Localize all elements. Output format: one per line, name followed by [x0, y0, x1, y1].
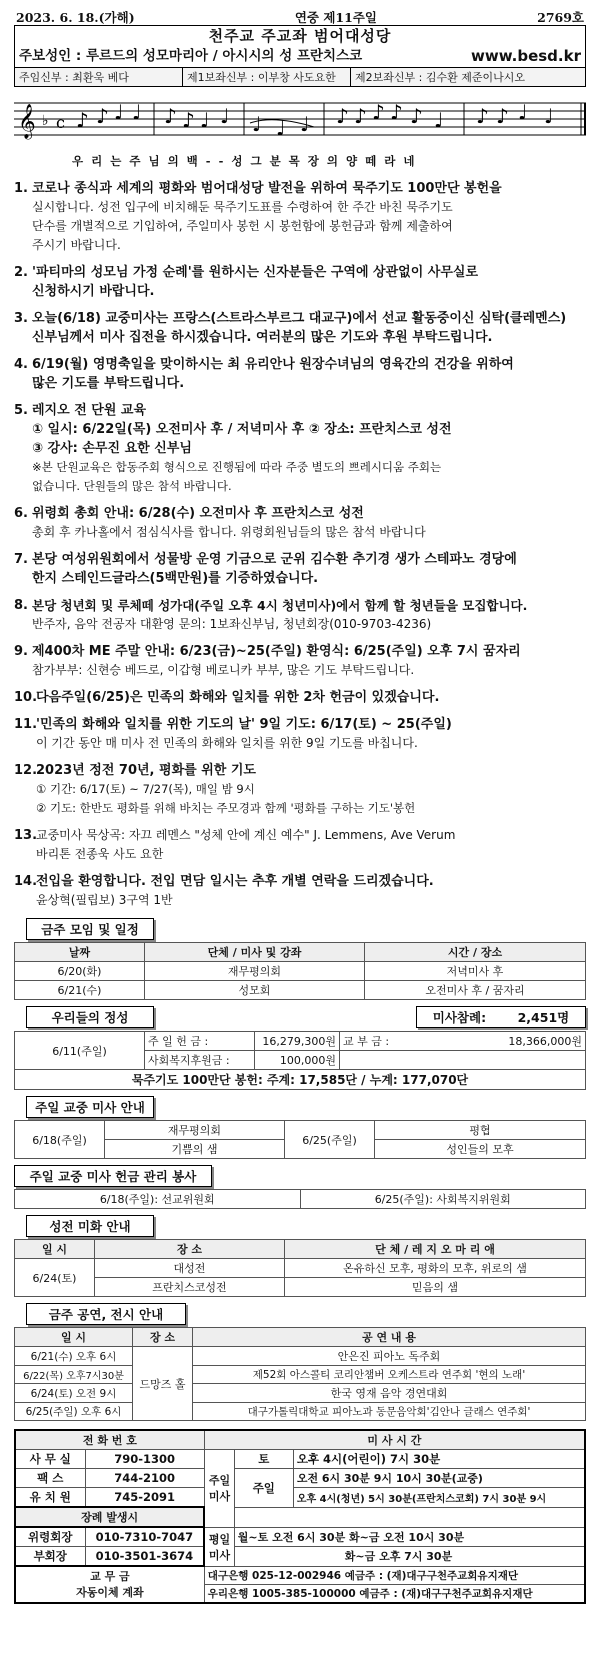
concerts-section — [14, 1303, 586, 1421]
svg-text:♪: ♪ — [372, 100, 385, 124]
week-schedule-table: 날짜 단체 / 미사 및 강좌 시간 / 장소 6/20(화) 재무평의회 저녁미사 후 6/21(수) 성모회 오전미사 후 / 꿈자리 — [14, 942, 586, 1000]
mass-info-title: 주일 교중 미사 안내 — [26, 1096, 154, 1118]
mass-info-table: 6/18(주일) 재무평의회 6/25(주일) 평협 기쁨의 샘 성인들의 모후 — [14, 1120, 586, 1159]
svg-text:𝄞: 𝄞 — [18, 104, 36, 139]
svg-text:♩: ♩ — [300, 112, 310, 136]
notice-4: 4. 6/19(월) 영명축일을 맞이하시는 최 유리안나 원장수녀님의 영육간의 건강을 위하여 많은 기도를 부탁드립니다. — [14, 357, 514, 391]
notice-1: 1. 코로나 종식과 세계의 평화와 범어대성당 발전을 위하여 묵주기도 100만단 봉헌을 실시합니다. 성전 입구에 비치해둔 묵주기도표를 수령하여 한 주간 바친 묵주기도 단수를 개별적으로 기입하여, 주일미사 봉헌 시 봉헌함에 봉헌금과 함께 제출하여 주시기 바랍니다. — [14, 181, 502, 252]
header-box — [14, 26, 586, 87]
week-schedule-section — [14, 918, 586, 1000]
collection-section — [14, 1165, 586, 1209]
week-schedule-title: 금주 모임 및 일정 — [26, 918, 154, 940]
notice-12: 12. 2023년 정전 70년, 평화를 위한 기도 ① 기간: 6/17(토) ~ 7/27(목), 매일 밤 9시 ② 기도: 한반도 평화를 위해 바치는 주모경과 함께 '평화를 구하는 기도'봉헌 — [14, 763, 416, 815]
svg-text:♩: ♩ — [252, 112, 262, 136]
svg-text:♪: ♪ — [476, 104, 489, 128]
top-bar — [14, 6, 586, 26]
svg-text:c: c — [56, 113, 65, 132]
contacts-section — [14, 1429, 586, 1604]
table-row: 6/21(수) 오후 6시 드망즈 홀 안은진 피아노 독주회 — [15, 1347, 586, 1366]
cleaning-section — [14, 1215, 586, 1297]
table-row: 6/20(화) 재무평의회 저녁미사 후 — [15, 962, 586, 981]
svg-text:♩: ♩ — [518, 100, 528, 124]
svg-text:♪: ♪ — [182, 108, 195, 132]
table-row: 프란치스코성전 믿음의 샘 — [15, 1278, 586, 1297]
svg-text:♪: ♪ — [410, 104, 423, 128]
table-row: 6/24(토) 오전 9시 한국 영재 음악 경연대회 — [15, 1384, 586, 1403]
svg-text:♪: ♪ — [496, 104, 509, 128]
issue-number: 2769호 — [537, 10, 584, 25]
assistant-priest-1: 제1보좌신부 : 이부창 사도요한 — [183, 68, 351, 86]
patron-line — [15, 46, 585, 67]
rosary-count: 묵주기도 100만단 봉헌: 주계: 17,585단 / 누계: 177,070단 — [15, 1070, 586, 1090]
music-staff — [14, 89, 586, 153]
svg-text:♩: ♩ — [132, 100, 142, 124]
cleaning-table: 일 시 장 소 단 체 / 레 지 오 마 리 애 6/24(토) 대성전 온유하신 모후, 평화의 모후, 위로의 샘 프란치스코성전 믿음의 샘 — [14, 1239, 586, 1297]
concerts-title: 금주 공연, 전시 안내 — [26, 1303, 186, 1325]
svg-text:♪: ♪ — [96, 104, 109, 128]
attendance-badge: 미사참례: 2,451명 — [416, 1006, 586, 1028]
notice-13: 13. 교중미사 묵상곡: 자끄 레멘스 "성체 안에 계신 예수" J. Lemmens, Ave Verum 바리톤 전종욱 사도 요한 — [14, 828, 456, 861]
svg-text:♩: ♩ — [200, 108, 210, 132]
notice-2: 2. '파티마의 성모님 가정 순례'를 원하시는 신자분들은 구역에 상관없이 사무실로 신청하시기 바랍니다. — [14, 265, 479, 299]
patron-saints: 주보성인 : 루르드의 성모마리아 / 아시시의 성 프란치스코 — [19, 48, 363, 64]
liturgical-week: 연중 제11주일 — [294, 10, 377, 25]
bulletin-page — [14, 6, 586, 1604]
svg-text:♪: ♪ — [390, 100, 403, 124]
collection-title: 주일 교중 미사 헌금 관리 봉사 — [14, 1165, 212, 1187]
contacts-table: 전 화 번 호 미 사 시 간 사 무 실 790-1300 주일 미사 토 오후 4시(어린이) 7시 30분 팩 스 744-2100 주일 오전 6시 30분 9시 10시 30분(교중) 유 치 원 745-2091 오후 4시(청년) 5시 30분(프란치스코회) 7시 30분 9시 장례 발생시 위령회장 010-7310-7047 평일 미사 월~토 오전 6시 30분 화~금 오전 10시 30분 부회장 010-3501-3674 화~금 오후 7시 30분 교 무 금 자동이체 계좌 대구은행 025-12-002946 예금주 : (재)대구구천주교회유지재단 우리은행 1005-385-100000 예금주 : (재)대구구천주교회유지재단 — [14, 1429, 586, 1604]
issue-date: 2023. 6. 18.(가해) — [16, 10, 135, 25]
svg-text:♪: ♪ — [336, 104, 349, 128]
svg-text:♩: ♩ — [276, 116, 286, 140]
notice-10: 10. 다음주일(6/25)은 민족의 화해와 일치를 위한 2차 헌금이 있겠습니다. — [14, 690, 440, 705]
notice-5: 5. 레지오 전 단원 교육 ① 일시: 6/22일(목) 오전미사 후 / 저녁미사 후 ② 장소: 프란치스코 성전 ③ 강사: 손무진 요한 신부님 ※본 단원교육은 합동주회 형식으로 진행됨에 따라 주중 별도의 쁘레시디움 주회는 없습니다. 단원들의 많은 참석 바랍니다. — [14, 403, 452, 493]
mass-info-section — [14, 1096, 586, 1159]
offering-title: 우리들의 정성 — [26, 1006, 154, 1028]
notices-list — [14, 179, 586, 910]
svg-text:♩: ♩ — [114, 100, 124, 124]
website-link[interactable]: www.besd.kr — [471, 47, 581, 65]
notice-9: 9. 제400차 ME 주말 안내: 6/23(금)~25(주일) 환영식: 6/25(주일) 오후 7시 꿈자리 참가부부: 신현승 베드로, 이갑형 베로니카 부부, 많은 기도 부탁드립니다. — [14, 644, 521, 677]
svg-text:♩: ♩ — [544, 104, 554, 128]
svg-text:♩: ♩ — [434, 108, 444, 132]
church-title: 천주교 주교좌 범어대성당 — [208, 27, 392, 45]
table-row: 6/24(토) 대성전 온유하신 모후, 평화의 모후, 위로의 샘 — [15, 1259, 586, 1278]
cleaning-title: 성전 미화 안내 — [26, 1215, 154, 1237]
song-lyrics: 우 리 는 주 님 의 백 - - 성 그 분 목 장 의 양 떼 라 네 — [72, 154, 417, 168]
svg-text:♪: ♪ — [164, 104, 177, 128]
notice-8: 8. 본당 청년회 및 루체떼 성가대(주일 오후 4시 청년미사)에서 함께 할 청년들을 모집합니다. 반주자, 음악 전공자 대환영 문의: 1보좌신부님, 청년회장(010-9703-4236) — [14, 598, 528, 631]
pastor: 주임신부 : 최환욱 베다 — [15, 68, 183, 86]
offering-table: 6/11(주일) 주 일 헌 금 : 16,279,300원 교 부 금 : 18,366,000원 사회복지후원금 : 100,000원 묵주기도 100만단 봉헌: 주계: 17,585단 / 누계: 177,070단 — [14, 1031, 586, 1090]
collection-table: 6/18(주일): 선교위원회 6/25(주일): 사회복지위원회 — [14, 1189, 586, 1209]
table-row: 6/22(목) 오후7시30분 제52회 아스콜티 코리안챔버 오케스트라 연주회 '현의 노래' — [15, 1366, 586, 1384]
svg-text:♩: ♩ — [220, 104, 230, 128]
notice-3: 3. 오늘(6/18) 교중미사는 프랑스(스트라스부르그 대교구)에서 선교 활동중이신 심탁(클레멘스) 신부님께서 미사 집전을 하시겠습니다. 여러분의 많은 기도와 후원 부탁드립니다. — [14, 311, 567, 345]
table-row: 6/21(수) 성모회 오전미사 후 / 꿈자리 — [15, 981, 586, 1000]
music-notation-icon — [14, 89, 586, 153]
notice-14: 14. 전입을 환영합니다. 전입 면담 일시는 추후 개별 연락을 드리겠습니다. 윤상혁(필립보) 3구역 1반 — [14, 874, 434, 907]
concerts-table: 일 시 장 소 공 연 내 용 6/21(수) 오후 6시 드망즈 홀 안은진 피아노 독주회 6/22(목) 오후7시30분 제52회 아스콜티 코리안챔버 오케스트라 연주회 '현의 노래' 6/24(토) 오전 9시 한국 영재 음악 경연대회 6/25(주일) 오후 6시 대구가톨릭대학교 피아노과 동문음악회'김안나 글래스 연주회' — [14, 1327, 586, 1421]
table-row: 6/25(주일) 오후 6시 대구가톨릭대학교 피아노과 동문음악회'김안나 글래스 연주회' — [15, 1403, 586, 1421]
notice-7: 7. 본당 여성위원회에서 성물방 운영 기금으로 군위 김수환 추기경 생가 스테파노 경당에 한지 스테인드글라스(5백만원)를 기증하였습니다. — [14, 552, 517, 586]
svg-text:♪: ♪ — [354, 104, 367, 128]
staff-line — [15, 67, 585, 86]
assistant-priest-2: 제2보좌신부 : 김수환 제준이나시오 — [351, 68, 585, 86]
offering-section — [14, 1006, 586, 1090]
notice-6: 6. 위령회 총회 안내: 6/28(수) 오전미사 후 프란치스코 성전 총회 후 카나홀에서 점심식사를 합니다. 위령회원님들의 많은 참석 바랍니다 — [14, 506, 426, 539]
svg-text:♪: ♪ — [76, 108, 89, 132]
notice-11: 11. '민족의 화해와 일치를 위한 기도의 날' 9일 기도: 6/17(토) ~ 25(주일) 이 기간 동안 매 미사 전 민족의 화해와 일치를 위한 9일 기도를 바칩니다. — [14, 717, 452, 750]
svg-text:♭: ♭ — [42, 113, 49, 129]
